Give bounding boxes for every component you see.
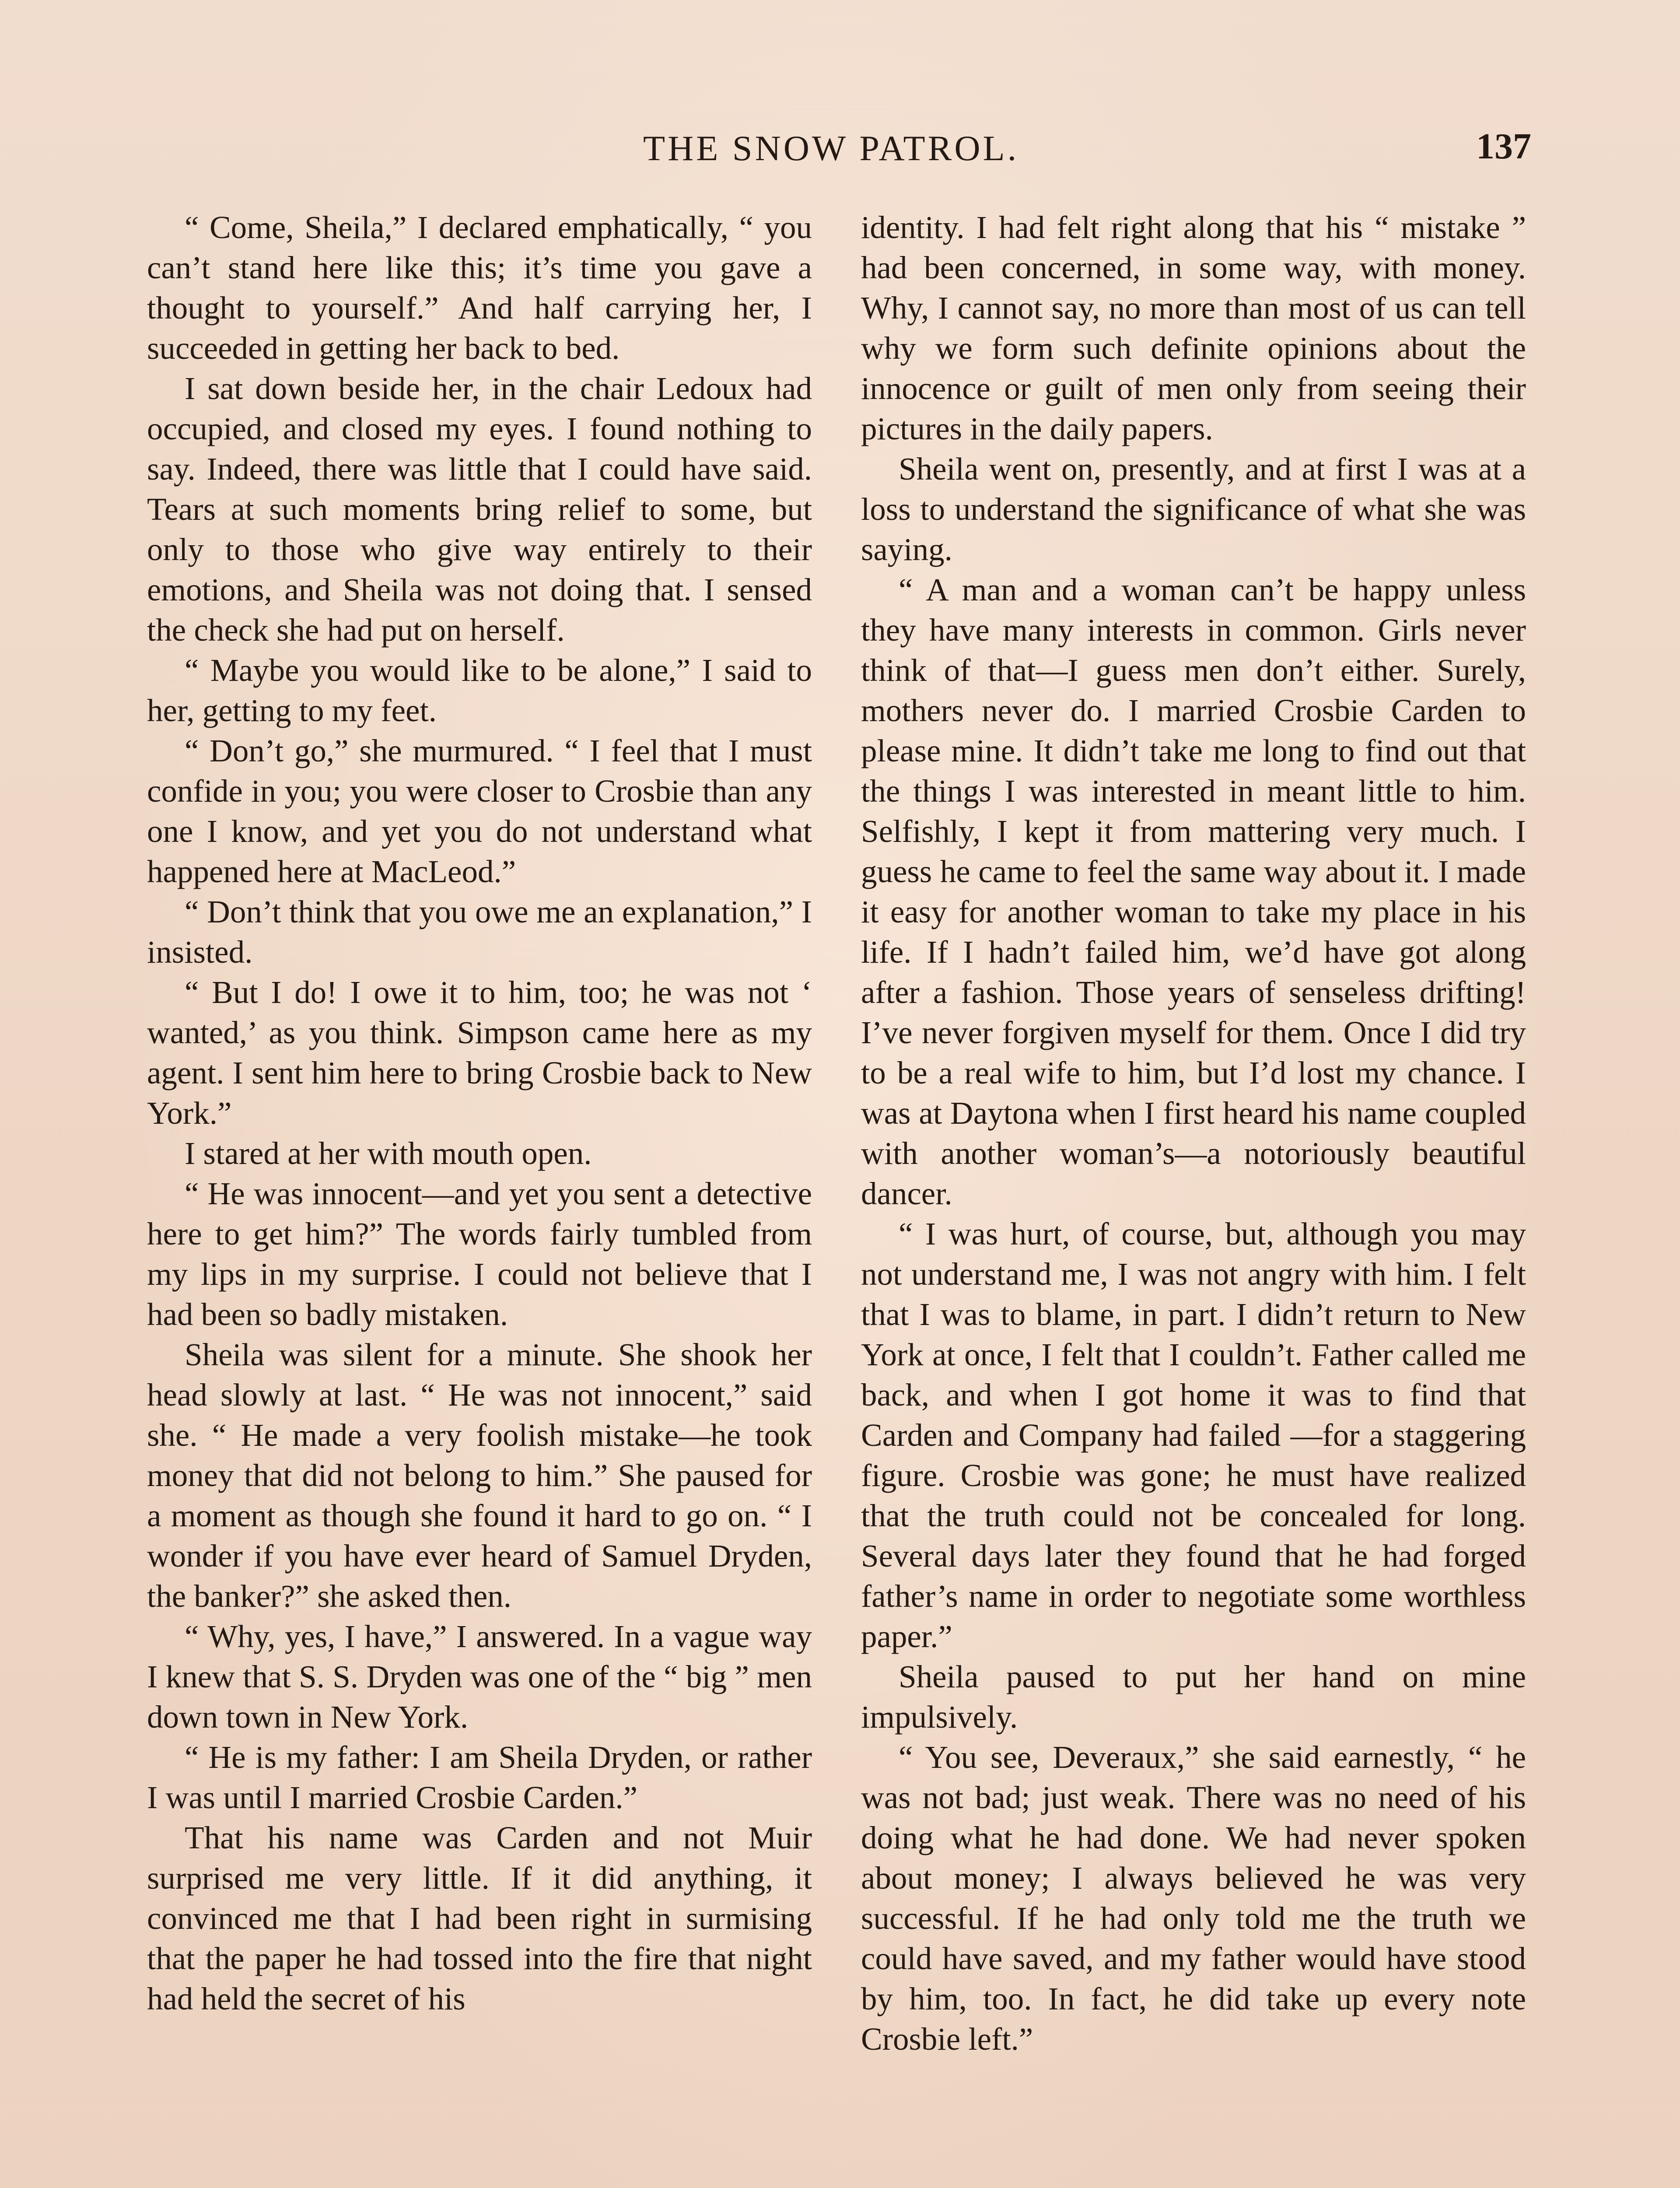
paragraph: “ Don’t think that you owe me an explanation,” I insisted.	[147, 894, 812, 970]
left-column	[147, 207, 812, 2019]
paragraph: “ He was innocent—and yet you sent a detective here to get him?” The words fairly tumbled from my lips in my surprise. I could not believe that I had been so badly mistaken.	[147, 1176, 812, 1332]
paragraph: “ Why, yes, I have,” I answered. In a vague way I knew that S. S. Dryden was one of the “ big ” men down town in New York.	[147, 1619, 812, 1735]
paragraph: “ I was hurt, of course, but, although you may not understand me, I was not angry with him. I felt that I was to blame, in part. I didn’t return to New York at once, I felt that I couldn’t. Father called me back, and when I got home it was to find that Carden and Company had failed —for a staggering figure. Crosbie was gone; he must have realized that the truth could not be concealed for long. Several days later they found that he had forged father’s name in order to negotiate some worthless paper.”	[861, 1216, 1526, 1654]
paragraph: “ But I do! I owe it to him, too; he was not ‘ wanted,’ as you think. Simpson came here as my agent. I sent him here to bring Crosbie back to New York.”	[147, 975, 812, 1131]
paragraph: That his name was Carden and not Muir surprised me very little. If it did anything, it convinced me that I had been right in surmising that the paper he had tossed into the fire that night had held the secret of his	[147, 1820, 812, 2016]
paragraph: I sat down beside her, in the chair Ledoux had occupied, and closed my eyes. I found nothing to say. Indeed, there was little that I could have said. Tears at such moments bring relief to some, but only to those who give way entirely to their emotions, and Sheila was not doing that. I sensed the check she had put on herself.	[147, 371, 812, 648]
paragraph: Sheila paused to put her hand on mine impulsively.	[861, 1659, 1526, 1735]
paragraph: “ He is my father: I am Sheila Dryden, or rather I was until I married Crosbie Carden.”	[147, 1739, 812, 1815]
paragraph: “ Come, Sheila,” I declared emphatically, “ you can’t stand here like this; it’s time you gave a thought to yourself.” And half carrying her, I succeeded in getting her back to bed.	[147, 210, 812, 366]
paragraph: Sheila was silent for a minute. She shook her head slowly at last. “ He was not innocent,” said she. “ He made a very foolish mistake—he took money that did not belong to him.” She paused for a moment as though she found it hard to go on. “ I wonder if you have ever heard of Samuel Dryden, the banker?” she asked then.	[147, 1337, 812, 1614]
page-number: 137	[1476, 126, 1531, 167]
paragraph-continued: identity. I had felt right along that his “ mistake ” had been concerned, in some way, with money. Why, I cannot say, no more than most of us can tell why we form such definite opinions about the innocence or guilt of men only from seeing their pictures in the daily papers.	[861, 210, 1526, 446]
paragraph: “ A man and a woman can’t be happy unless they have many interests in common. Girls never think of that—I guess men don’t either. Surely, mothers never do. I married Crosbie Carden to please mine. It didn’t take me long to find out that the things I was interested in meant little to him. Selfishly, I kept it from mattering very much. I guess he came to feel the same way about it. I made it easy for another woman to take my place in his life. If I hadn’t failed him, we’d have got along after a fashion. Those years of senseless drifting! I’ve never forgiven myself for them. Once I did try to be a real wife to him, but I’d lost my chance. I was at Daytona when I first heard his name coupled with another woman’s—a notoriously beautiful dancer.	[861, 572, 1526, 1211]
running-title: THE SNOW PATROL.	[643, 128, 1019, 168]
paragraph: Sheila went on, presently, and at first I was at a loss to understand the significance of what she was saying.	[861, 451, 1526, 567]
paragraph: “ Maybe you would like to be alone,” I said to her, getting to my feet.	[147, 652, 812, 728]
paragraph: “ You see, Deveraux,” she said earnestly, “ he was not bad; just weak. There was no need of his doing what he had done. We had never spoken about money; I always believed he was very successful. If he had only told me the truth we could have saved, and my father would have stood by him, too. In fact, he did take up every note Crosbie left.”	[861, 1739, 1526, 2057]
right-column	[861, 207, 1526, 2059]
paragraph: “ Don’t go,” she murmured. “ I feel that I must confide in you; you were closer to Crosbie than any one I know, and yet you do not understand what happened here at MacLeod.”	[147, 733, 812, 889]
paragraph: I stared at her with mouth open.	[185, 1136, 592, 1171]
